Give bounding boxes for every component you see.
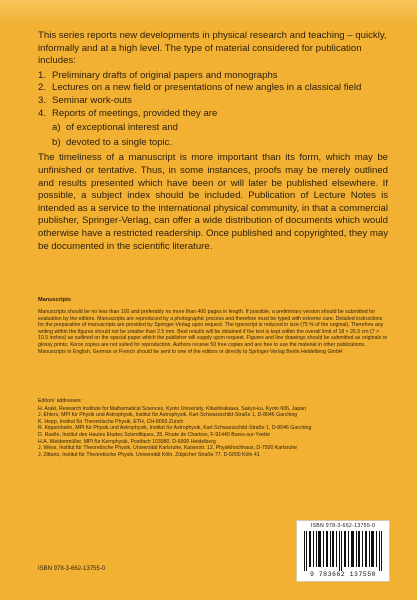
series-description [38,30,388,253]
editor-entry: H. Araki, Research Institute for Mathematical Sciences, Kyoto University, Kitashirakawa, Sakyo-ku, Kyoto 606, Japan [38,405,307,412]
editor-entry: J. Ehlers, MPI für Physik und Astrophysik, Institut für Astrophysik, Karl-Schwarzschild-Straße 1, D-8046 Garching [38,412,298,419]
list-item: 2. Lectures on a new field or presentations of new angles in a classical field [38,82,362,94]
barcode-icon [303,531,383,571]
list-item: 3. Seminar work-outs [38,94,132,106]
timeliness-paragraph: The timeliness of a manuscript is more important than its form, which may be unfinished or tentative. Thus, in some instances, proofs may be merely outlined and results presented which have been or will later be published elsewhere. If possible, a subject index should be included. Publication of Lecture Notes is intended as a service to the international physical community, in that a commercial publisher, Springer-Verlag, can offer a wide distribution of documents which would otherwise have a restricted readership. Once published and copyrighted, they may be documented in the scientific literature. [38,152,388,252]
manuscripts-heading: Manuscripts [38,297,71,303]
editor-entry: H.A. Weidenmüller, MPI für Kernphysik, Postfach 103980, D-6900 Heidelberg [38,438,216,445]
barcode-digits: 9 783662 137550 [309,571,376,578]
editor-entry: K. Hepp, Institut für Theoretische Physik, ETH, CH-8093 Zürich [38,418,184,425]
list-item: b) devoted to a single topic. [52,136,173,148]
barcode-isbn-text: ISBN 978-3-662-13755-0 [310,523,376,529]
list-item: 4. Reports of meetings, provided they are [38,107,218,119]
manuscripts-body: Manuscripts should be no less than 100 and preferably no more than 400 pages in length. If possible, a preliminary version should be submitted for evaluation by the editors. Manuscripts are reproduced by a photographic process and therefore must be typed with extreme care. Detailed instructions for the preparation of manuscripts are provided by Springer-Verlag upon request. The typescript is reduced in size (75 % of the original). Therefore any writing within the figures should not be smaller than 2.5 mm. Best results will be obtained if the text is kept within the overall limit of 18 × 26.5 cm (7 × 10.5 inches) as outlined on the special paper which the publisher will supply upon request. Figures and line drawings should be submitted as originals or glossy prints; Xerox copies are not suited for reproduction. Authors receive 50 free copies and are free to use the material in other publications. Manuscripts in English, German or French should be sent to one of the editors or directly to Springer-Verlag Berlin Heidelberg GmbH [38,309,388,355]
isbn-text: ISBN 978-3-662-13755-0 [38,566,106,572]
material-list [38,70,388,120]
editor-entry: J. Zittartz, Institut für Theoretische Physik, Universität Köln, Zülpicher Straße 77, D-5000 Köln 41 [38,451,260,458]
barcode-label [296,520,390,582]
editors-heading: Editors' addresses: [38,398,82,404]
editor-entry: D. Ruelle, Institut des Hautes Etudes Scientifiques, 35, Route de Chartres, F-91440 Bures-sur-Yvette [38,431,270,438]
top-band [0,0,417,24]
editors-addresses [38,398,388,458]
list-item: 1. Preliminary drafts of original papers and monographs [38,69,278,81]
list-item: a) of exceptional interest and [52,122,179,134]
editor-entry: R. Kippenhahn, MPI für Physik und Astrophysik, Institut für Astrophysik, Karl-Schwarzschild-Straße 1, D-8046 Garching [38,425,312,432]
editor-entry: J. Wess, Institut für Theoretische Physik, Universität Karlsruhe, Kaiserstr. 12, Physikhochhaus, D-7500 Karlsruhe [38,445,298,452]
intro-paragraph: This series reports new developments in physical research and teaching – quickly, informally and at a high level. The type of material considered for publication includes: [38,30,387,67]
meeting-conditions-list [52,122,388,149]
